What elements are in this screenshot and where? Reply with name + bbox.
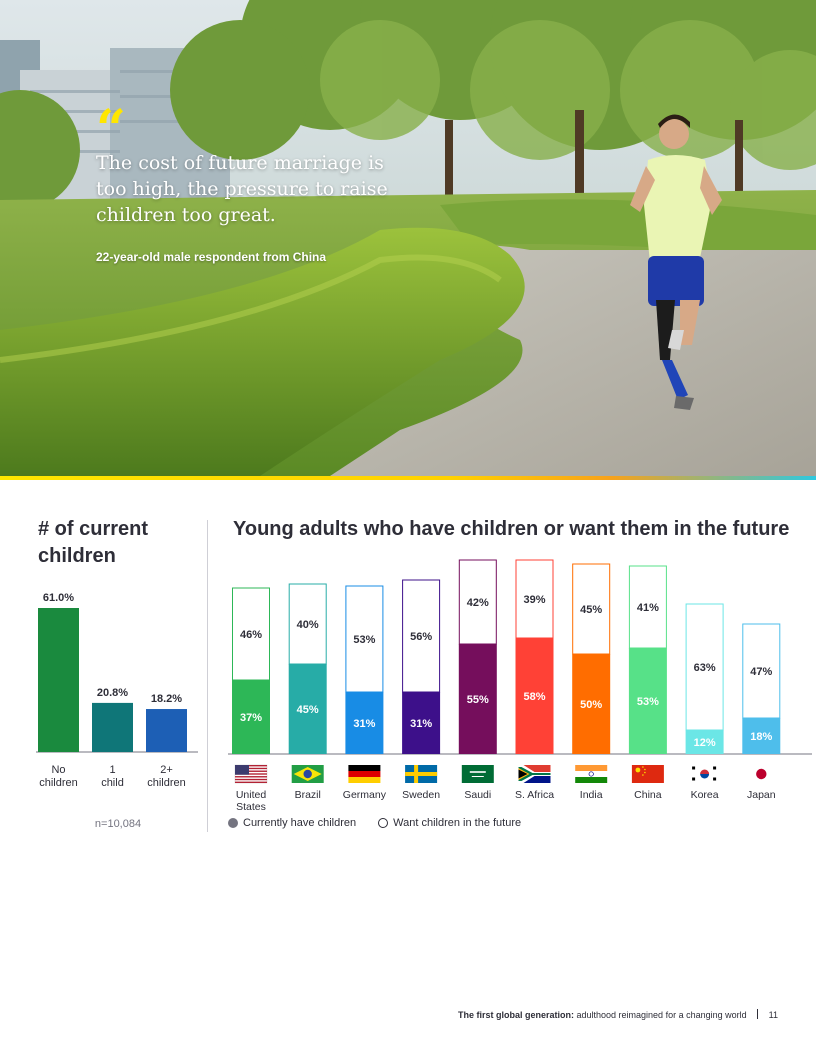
legend-item-future xyxy=(378,817,521,829)
data-label-future: 45% xyxy=(580,604,603,616)
data-label-future: 42% xyxy=(466,597,489,609)
us-flag-icon xyxy=(235,765,267,783)
category-label: children xyxy=(39,777,78,789)
category-label: 2+ xyxy=(160,764,173,776)
data-label-current: 50% xyxy=(580,699,603,711)
sample-size-note: n=10,084 xyxy=(94,818,142,830)
data-label-future: 39% xyxy=(523,594,546,606)
data-label-future: 53% xyxy=(353,634,376,646)
category-label: Saudi xyxy=(464,789,492,801)
data-label-current: 45% xyxy=(296,704,319,716)
category-label: States xyxy=(236,801,266,813)
legend-label-current: Currently have children xyxy=(243,817,357,829)
data-label-current: 31% xyxy=(410,718,433,730)
category-label: children xyxy=(147,777,186,789)
data-label: 20.8% xyxy=(96,686,129,699)
data-label: 18.2% xyxy=(150,693,183,706)
footer-separator xyxy=(757,1009,758,1019)
india-flag-icon xyxy=(575,765,607,783)
data-label-future: 40% xyxy=(296,619,319,631)
category-label: United xyxy=(235,789,267,801)
category-label: 1 xyxy=(109,764,116,776)
data-label-current: 18% xyxy=(750,731,773,743)
data-label-current: 12% xyxy=(693,737,716,749)
category-label: Brazil xyxy=(294,789,321,801)
category-label: Germany xyxy=(342,789,386,801)
filled-circle-icon xyxy=(228,818,238,828)
hero-photo xyxy=(0,0,816,476)
data-label: 61.0% xyxy=(42,592,75,604)
legend-label-future: Want children in the future xyxy=(393,817,522,829)
footer-report-subtitle: adulthood reimagined for a changing world xyxy=(576,1010,747,1020)
data-label-current: 55% xyxy=(466,694,489,706)
korea-flag-icon xyxy=(689,765,721,783)
park-runner-illustration xyxy=(0,0,816,476)
page-number: 11 xyxy=(768,1010,778,1020)
data-label-future: 56% xyxy=(410,631,433,643)
data-label-current: 53% xyxy=(636,696,659,708)
chart-legend xyxy=(228,817,521,829)
data-label-future: 63% xyxy=(693,662,716,674)
right-chart-title: Young adults who have children or want them in the future xyxy=(233,518,790,540)
brazil-flag-icon xyxy=(292,765,324,783)
left-chart-title: # of current children xyxy=(38,518,149,567)
data-label-current: 31% xyxy=(353,718,376,730)
saudi-flag-icon xyxy=(462,765,494,783)
category-label: China xyxy=(634,789,662,801)
legend-item-current xyxy=(228,817,356,829)
page-footer xyxy=(458,1009,778,1020)
data-label-future: 41% xyxy=(636,602,659,614)
children-by-country-stacked-bar-chart xyxy=(222,556,816,814)
current-children-bar-chart xyxy=(30,586,202,796)
category-label: Japan xyxy=(746,789,776,801)
china-flag-icon xyxy=(632,765,664,783)
quote-mark-icon: “ xyxy=(96,99,126,160)
category-label: Sweden xyxy=(402,789,441,801)
south-africa-flag-icon xyxy=(519,765,551,783)
footer-report-title: The first global generation: xyxy=(457,1010,574,1020)
data-label-future: 47% xyxy=(750,666,773,678)
sweden-flag-icon xyxy=(405,765,437,783)
hero-quote: The cost of future marriage is too high, the pressure to raise children too great. xyxy=(96,152,388,226)
bar xyxy=(92,703,133,752)
section-divider xyxy=(207,520,208,832)
category-label: child xyxy=(101,777,124,789)
hollow-circle-icon xyxy=(378,818,388,828)
data-label-current: 37% xyxy=(239,712,263,724)
quote-source: 22-year-old male respondent from China xyxy=(96,250,327,264)
category-label: India xyxy=(579,789,603,801)
bar xyxy=(38,608,79,752)
data-label-current: 58% xyxy=(523,691,546,703)
category-label: S. Africa xyxy=(514,789,555,801)
germany-flag-icon xyxy=(348,765,380,783)
category-label: No xyxy=(51,764,66,776)
category-label: Korea xyxy=(690,789,719,801)
hero-accent-bar xyxy=(0,476,816,480)
data-label-future: 46% xyxy=(239,629,263,641)
japan-flag-icon xyxy=(745,765,777,783)
bar xyxy=(146,709,187,752)
